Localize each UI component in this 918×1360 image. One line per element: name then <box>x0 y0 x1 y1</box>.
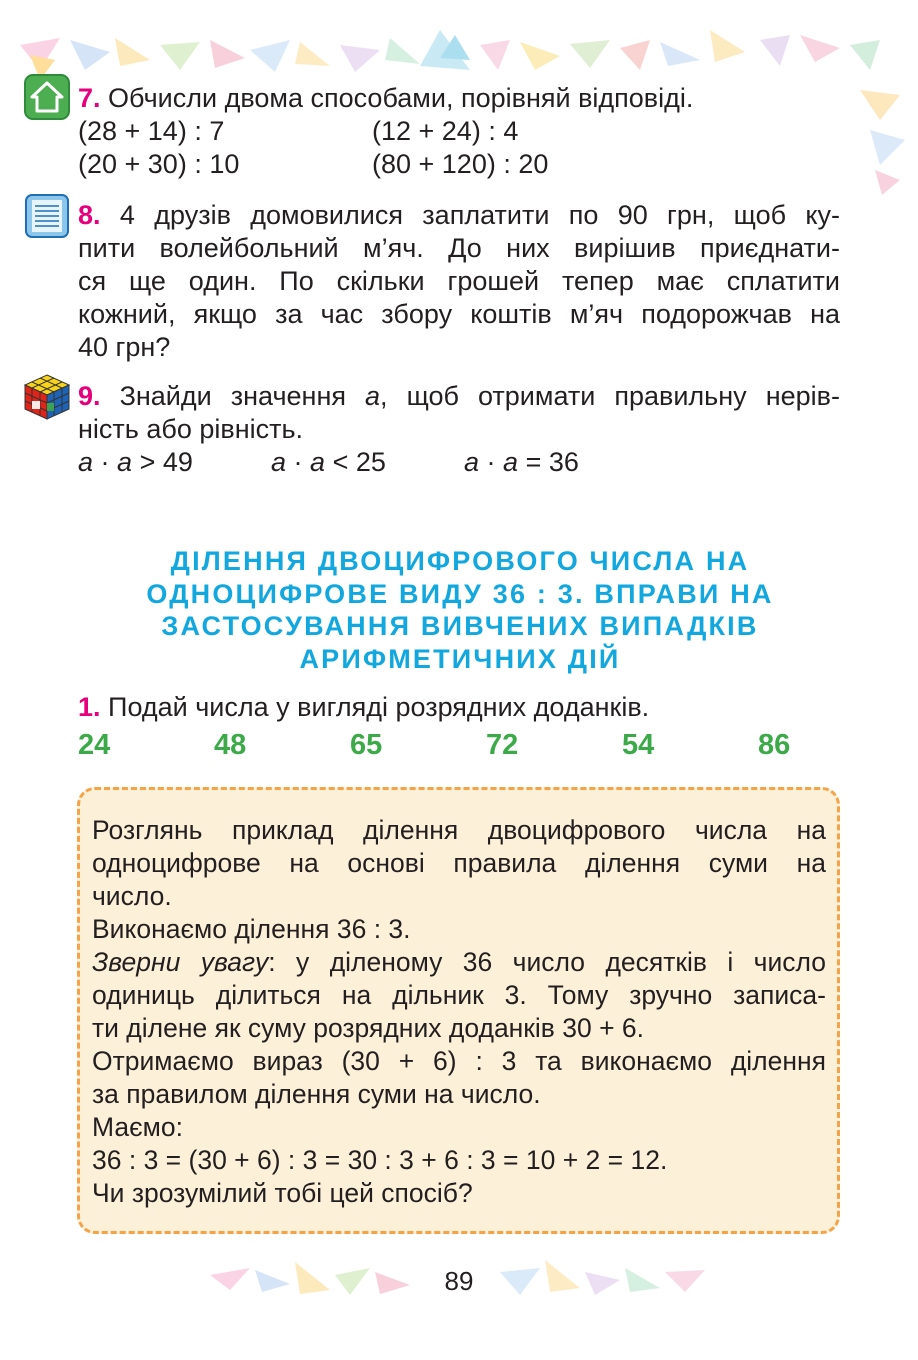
task-number: 7. <box>78 83 101 113</box>
task-number: 1. <box>78 692 101 722</box>
box-line: Маємо: <box>92 1112 183 1142</box>
number-item: 24 <box>78 729 111 761</box>
task-8-line: 40 грн? <box>78 332 171 362</box>
rubiks-cube-icon <box>22 372 72 422</box>
expression: (12 + 24) : 4 <box>372 116 519 146</box>
box-line: 36 : 3 = (30 + 6) : 3 = 30 : 3 + 6 : 3 = 10 + 2 = 12. <box>92 1145 668 1175</box>
equality: а · а = 36 <box>464 447 579 477</box>
task-text: , щоб отримати правильну нерів- <box>380 381 840 411</box>
task-8-line: кожний, якщо за час збору коштів м’яч подорожчав на <box>78 299 840 329</box>
attention-label: Зверни увагу <box>92 947 269 977</box>
box-line: одиниць ділиться на дільник 3. Тому зручно записа- <box>92 980 826 1010</box>
task-number: 9. <box>78 381 101 411</box>
task-text: Подай числа у вигляді розрядних доданків. <box>108 692 650 722</box>
task-7-statement <box>78 82 693 115</box>
box-line: одноцифрове на основі правила ділення суми на <box>92 848 826 878</box>
box-line: за правилом ділення суми на число. <box>92 1079 541 1109</box>
expression: (28 + 14) : 7 <box>78 116 225 146</box>
task-8-line: ся ще один. По скільки грошей тепер має сплатити <box>78 266 840 296</box>
task-1-statement <box>78 691 649 724</box>
heading-line: ДІЛЕННЯ ДВОЦИФРОВОГО ЧИСЛА НА <box>170 546 750 576</box>
heading-line: АРИФМЕТИЧНИХ ДІЙ <box>299 643 621 674</box>
task-8-line: пити волейбольний м’яч. До них вирішив приєднати- <box>78 233 840 263</box>
inequality: а · а < 25 <box>271 447 386 477</box>
box-line: Розглянь приклад ділення двоцифрового числа на <box>92 815 826 845</box>
task-9-line: ність або рівність. <box>78 414 304 444</box>
heading-line: ЗАСТОСУВАННЯ ВИВЧЕНИХ ВИПАДКІВ <box>161 611 759 641</box>
task-9-line <box>78 380 840 413</box>
expression: (80 + 120) : 20 <box>372 149 549 179</box>
number-item: 54 <box>622 729 655 761</box>
number-item: 48 <box>214 729 247 761</box>
box-line: ти ділене як суму розрядних доданків 30 + 6. <box>92 1013 645 1043</box>
heading-line: ОДНОЦИФРОВЕ ВИДУ 36 : 3. ВПРАВИ НА <box>146 578 774 609</box>
box-line: Чи зрозумілий тобі цей спосіб? <box>92 1178 473 1208</box>
task-number: 8. <box>78 200 101 230</box>
variable: а <box>365 381 381 411</box>
number-item: 72 <box>486 729 519 761</box>
inequality: а · а > 49 <box>78 447 193 477</box>
task-text: Знайди значення <box>119 381 366 411</box>
task-text: 4 друзів домовилися заплатити по 90 грн, щоб ку- <box>119 200 840 230</box>
box-line: Зверни увагу: у діленому 36 число десятків і число <box>92 947 826 977</box>
task-text: Обчисли двома способами, порівняй відповіді. <box>108 83 694 113</box>
home-icon <box>24 74 70 120</box>
box-line: Виконаємо ділення 36 : 3. <box>92 914 411 944</box>
expression: (20 + 30) : 10 <box>78 149 240 179</box>
page-number: 89 <box>444 1266 474 1296</box>
number-item: 65 <box>350 729 383 761</box>
number-item: 86 <box>758 729 791 761</box>
task-8-line <box>78 199 840 232</box>
box-line: Отримаємо вираз (30 + 6) : 3 та виконаємо ділення <box>92 1046 826 1076</box>
box-line: число. <box>92 881 172 911</box>
section-heading <box>60 545 860 675</box>
notebook-icon <box>24 193 70 239</box>
